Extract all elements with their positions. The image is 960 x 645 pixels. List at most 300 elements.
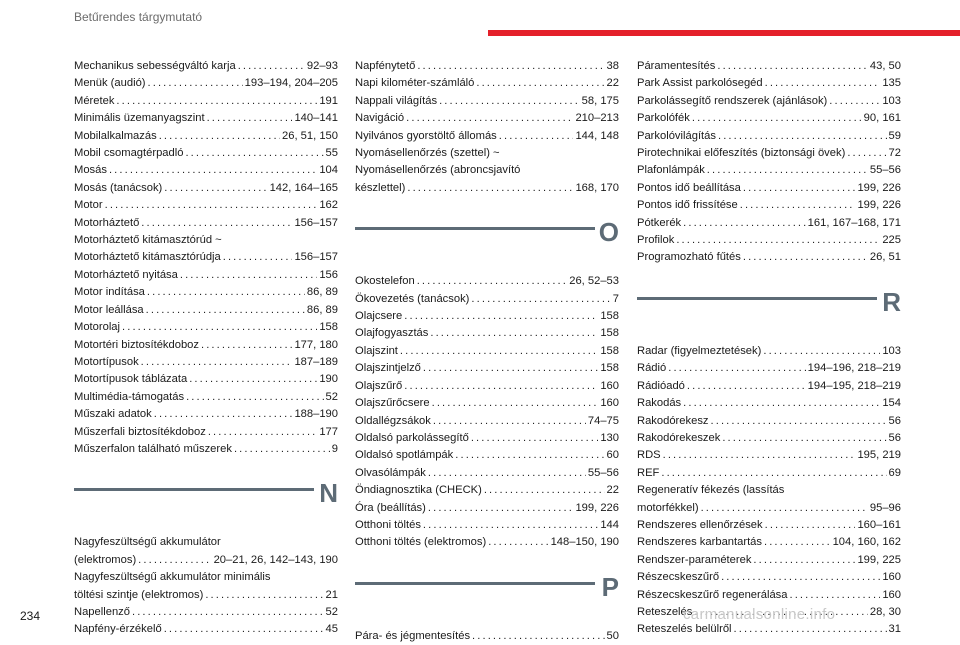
entry-leader-dots (180, 267, 317, 284)
index-entry (637, 162, 901, 179)
entry-term: töltési szintje (elektromos) (74, 588, 204, 601)
entry-leader-dots (164, 180, 267, 197)
index-entry (637, 215, 901, 232)
entry-pages: 130 (600, 431, 619, 444)
entry-term: Rendszer-paraméterek (637, 553, 752, 566)
index-entry (355, 360, 619, 377)
entry-leader-dots (141, 354, 293, 371)
index-entry (355, 75, 619, 92)
entry-term: Plafonlámpák (637, 164, 705, 177)
entry-term: Minimális üzemanyagszint (74, 112, 205, 125)
entry-pages: 55 (325, 147, 338, 160)
entry-leader-dots (433, 413, 586, 430)
entry-pages: 58, 175 (581, 94, 619, 107)
entry-term: RDS (637, 449, 661, 462)
entry-pages: 158 (600, 310, 619, 323)
entry-leader-dots (201, 337, 292, 354)
entry-pages: 199, 225 (857, 553, 901, 566)
entry-pages: 95–96 (869, 501, 901, 514)
index-entry (74, 406, 338, 423)
index-entry (637, 197, 901, 214)
index-entry (637, 378, 901, 395)
entry-pages: 72 (888, 147, 901, 160)
index-entry (355, 500, 619, 517)
entry-last-line (637, 500, 901, 517)
index-entry (355, 93, 619, 110)
entry-leader-dots (407, 180, 573, 197)
index-entry (355, 465, 619, 482)
index-entry (637, 534, 901, 551)
index-entry (637, 110, 901, 127)
index-entry (355, 343, 619, 360)
entry-pages: 26, 51 (869, 251, 901, 264)
entry-pages: 156–157 (294, 251, 338, 264)
entry-term: Oldallégzsákok (355, 414, 431, 427)
entry-pages: 160–161 (857, 518, 901, 531)
entry-leader-dots (417, 273, 568, 290)
entry-term: Mechanikus sebességváltó karja (74, 60, 236, 72)
entry-pages: 140–141 (294, 112, 338, 125)
entry-term: REF (637, 466, 660, 479)
entry-term: Radar (figyelmeztetések) (637, 344, 762, 357)
entry-term: Rakodás (637, 397, 682, 410)
entry-text-line: Regeneratív fékezés (lassítás (637, 484, 785, 497)
entry-term: Motor (74, 199, 103, 212)
entry-text-line: Nagyfeszültségű akkumulátor (74, 536, 221, 549)
entry-term: Műszaki adatok (74, 408, 152, 421)
entry-pages: 50 (606, 629, 619, 642)
index-entry (637, 249, 901, 266)
entry-term: Motor leállása (74, 303, 144, 316)
entry-term: Mosás (74, 164, 107, 177)
entry-leader-dots (154, 406, 293, 423)
entry-leader-dots (432, 395, 599, 412)
entry-leader-dots (417, 58, 604, 75)
entry-term: Rakodórekeszek (637, 431, 721, 444)
entry-term: Motortípusok (74, 355, 139, 368)
entry-leader-dots (499, 128, 574, 145)
index-entry (74, 441, 338, 458)
entry-pages: 168, 170 (575, 181, 619, 194)
index-entry (355, 447, 619, 464)
page-number: 234 (20, 609, 41, 623)
entry-pages: 103 (882, 94, 901, 107)
entry-leader-dots (722, 430, 886, 447)
entry-leader-dots (404, 308, 598, 325)
entry-term: Navigáció (355, 112, 405, 125)
entry-leader-dots (400, 343, 598, 360)
entry-pages: 52 (325, 390, 338, 403)
entry-leader-dots (404, 378, 598, 395)
entry-pages: 22 (606, 77, 619, 90)
entry-term: Reteszelés (637, 605, 693, 618)
entry-term: Pirotechnikai előfeszítés (biztonsági övek) (637, 147, 846, 160)
index-entry (355, 430, 619, 447)
index-entry (74, 284, 338, 301)
entry-pages: 162 (319, 199, 338, 212)
entry-term: Napfénytető (355, 60, 416, 72)
header-accent-bar (488, 30, 960, 36)
index-entry (74, 110, 338, 127)
entry-pages: 161, 167–168, 171 (807, 216, 901, 229)
entry-pages: 104, 160, 162 (832, 536, 901, 549)
section-divider-r (637, 286, 901, 333)
index-entry (74, 424, 338, 441)
entry-leader-dots (829, 93, 880, 110)
entry-pages: 28, 30 (869, 605, 901, 618)
entry-pages: 154 (882, 397, 901, 410)
entry-term: Motorháztető nyitása (74, 268, 178, 281)
entry-leader-dots (238, 58, 305, 75)
index-entry (355, 291, 619, 308)
entry-term: Részecskeszűrő regenerálása (637, 588, 788, 601)
index-entry (637, 465, 901, 482)
entry-term: Méretek (74, 94, 115, 107)
index-entry (74, 354, 338, 371)
entry-pages: 160 (600, 397, 619, 410)
entry-term: Mobil csomagtérpadló (74, 147, 184, 160)
index-entry (355, 273, 619, 290)
entry-term: Napfény-érzékelő (74, 623, 162, 636)
entry-pages: 135 (882, 77, 901, 90)
index-entry (74, 180, 338, 197)
entry-pages: 194–196, 218–219 (807, 362, 901, 375)
entry-term: Okostelefon (355, 275, 415, 288)
entry-pages: 86, 89 (306, 286, 338, 299)
entry-term: Mosás (tanácsok) (74, 181, 163, 194)
entry-pages: 22 (606, 484, 619, 497)
entry-term: Pára- és jégmentesítés (355, 629, 471, 642)
index-entry (637, 145, 901, 162)
entry-pages: 26, 52–53 (569, 275, 619, 288)
index-entry (355, 517, 619, 534)
entry-leader-dots (186, 389, 323, 406)
entry-pages: 190 (319, 373, 338, 386)
entry-leader-dots (105, 197, 318, 214)
entry-pages: 148–150, 190 (550, 536, 619, 549)
entry-leader-dots (765, 75, 881, 92)
entry-pages: 193–194, 204–205 (244, 77, 338, 90)
index-entry (637, 395, 901, 412)
index-entry (637, 482, 901, 517)
entry-term: Menük (audió) (74, 77, 146, 90)
index-entry (637, 517, 901, 534)
entry-term: Programozható fűtés (637, 251, 741, 264)
index-entry (74, 75, 338, 92)
entry-leader-dots (764, 534, 831, 551)
index-entry (637, 569, 901, 586)
entry-pages: 142, 164–165 (269, 181, 338, 194)
entry-pages: 69 (888, 466, 901, 479)
entry-term: Rádióadó (637, 379, 685, 392)
entry-term: Oldalsó spotlámpák (355, 449, 454, 462)
entry-text-line: Nyomásellenőrzés (szettel) ~ (355, 147, 500, 160)
entry-pages: 177 (319, 425, 338, 438)
index-entry (637, 75, 901, 92)
entry-term: Motorolaj (74, 321, 121, 334)
section-letter-p: P (601, 571, 619, 602)
entry-leader-dots (205, 587, 323, 604)
entry-leader-dots (743, 249, 868, 266)
entry-pages: 188–190 (294, 408, 338, 421)
index-entry (355, 308, 619, 325)
entry-pages: 144, 148 (575, 129, 619, 142)
header-title: Betűrendes tárgymutató (74, 10, 203, 24)
entry-leader-dots (484, 482, 605, 499)
entry-term: Napellenző (74, 605, 130, 618)
entry-text-line: Nagyfeszültségű akkumulátor minimális (74, 571, 271, 584)
entry-pages: 45 (325, 623, 338, 636)
index-entry (74, 128, 338, 145)
index-entry (355, 110, 619, 127)
entry-pages: 60 (606, 449, 619, 462)
entry-term: Olajcsere (355, 310, 403, 323)
entry-pages: 9 (331, 442, 338, 455)
entry-term: Motorháztető kitámasztórúdja (74, 251, 221, 264)
entry-leader-dots (707, 162, 868, 179)
entry-term: Nappali világítás (355, 94, 438, 107)
entry-leader-dots (406, 110, 573, 127)
index-entry (637, 621, 901, 638)
entry-pages: 210–213 (575, 112, 619, 125)
entry-term: Rendszeres karbantartás (637, 536, 762, 549)
entry-leader-dots (676, 232, 880, 249)
entry-term: Rakodórekesz (637, 414, 709, 427)
entry-term: Rendszeres ellenőrzések (637, 518, 763, 531)
entry-leader-dots (189, 371, 317, 388)
entry-leader-dots (122, 319, 317, 336)
index-entry (74, 58, 338, 75)
entry-pages: 55–56 (587, 466, 619, 479)
entry-pages: 158 (600, 362, 619, 375)
entry-leader-dots (148, 75, 243, 92)
index-entry (74, 337, 338, 354)
entry-term: Napi kilométer-számláló (355, 77, 475, 90)
index-entry (355, 128, 619, 145)
section-letter-o: O (598, 217, 619, 248)
entry-leader-dots (663, 447, 856, 464)
entry-leader-dots (164, 621, 324, 638)
index-entry (355, 628, 619, 645)
entry-pages: 56 (888, 431, 901, 444)
index-entry (637, 180, 901, 197)
entry-term: Pontos idő beállítása (637, 181, 741, 194)
entry-pages: 26, 51, 150 (282, 129, 338, 142)
section-divider-p (355, 571, 619, 618)
index-entry (355, 395, 619, 412)
entry-term: Olajszintjelző (355, 362, 421, 375)
entry-term: Profilok (637, 234, 675, 247)
index-entry (74, 534, 338, 569)
entry-pages: 160 (882, 588, 901, 601)
index-entry (74, 389, 338, 406)
entry-pages: 38 (606, 60, 619, 72)
entry-leader-dots (147, 284, 305, 301)
entry-term: Reteszelés belülről (637, 623, 732, 636)
entry-pages: 199, 226 (857, 181, 901, 194)
entry-term: Otthoni töltés (355, 518, 421, 531)
entry-pages: 21 (325, 588, 338, 601)
index-entry (74, 371, 338, 388)
index-entry (74, 232, 338, 267)
entry-pages: 191 (319, 94, 338, 107)
index-entry (74, 162, 338, 179)
index-entry (74, 621, 338, 638)
entry-leader-dots (471, 430, 599, 447)
entry-pages: 52 (325, 605, 338, 618)
entry-pages: 158 (319, 321, 338, 334)
entry-term: (elektromos) (74, 553, 137, 566)
entry-pages: 20–21, 26, 142–143, 190 (213, 553, 338, 566)
entry-leader-dots (488, 534, 548, 551)
entry-term: Pontos idő frissítése (637, 199, 738, 212)
entry-pages: 59 (888, 129, 901, 142)
entry-pages: 104 (319, 164, 338, 177)
entry-leader-dots (141, 215, 292, 232)
entry-last-line (74, 587, 338, 604)
entry-last-line (74, 552, 338, 569)
index-entry (74, 604, 338, 621)
entry-leader-dots (661, 465, 886, 482)
entry-leader-dots (428, 500, 574, 517)
index-column-1 (74, 58, 338, 639)
index-entry (637, 413, 901, 430)
entry-pages: 55–56 (869, 164, 901, 177)
entry-leader-dots (668, 360, 805, 377)
entry-leader-dots (439, 93, 580, 110)
entry-pages: 195, 219 (857, 449, 901, 462)
entry-term: Páramentesítés (637, 60, 716, 72)
index-entry (355, 413, 619, 430)
entry-leader-dots (734, 621, 887, 638)
entry-pages: 86, 89 (306, 303, 338, 316)
index-entry (355, 325, 619, 342)
index-entry (355, 378, 619, 395)
entry-leader-dots (683, 395, 880, 412)
entry-pages: 144 (600, 518, 619, 531)
entry-leader-dots (476, 75, 604, 92)
entry-term: Részecskeszűrő (637, 571, 720, 584)
section-letter-n: N (319, 478, 338, 509)
entry-pages: 199, 226 (575, 501, 619, 514)
entry-leader-dots (718, 128, 887, 145)
entry-last-line (74, 249, 338, 266)
index-entry (637, 360, 901, 377)
entry-pages: 103 (882, 344, 901, 357)
entry-pages: 43, 50 (869, 60, 901, 72)
entry-term: Olajszűrő (355, 379, 403, 392)
index-entry (355, 58, 619, 75)
entry-term: Pótkerék (637, 216, 682, 229)
index-entry (355, 145, 619, 197)
entry-leader-dots (234, 441, 330, 458)
index-entry (74, 302, 338, 319)
entry-term: Park Assist parkolósegéd (637, 77, 763, 90)
index-entry (74, 319, 338, 336)
index-entry (74, 267, 338, 284)
entry-leader-dots (701, 500, 868, 517)
entry-term: Olvasólámpák (355, 466, 426, 479)
entry-leader-dots (683, 215, 806, 232)
entry-leader-dots (207, 110, 293, 127)
index-entry (74, 215, 338, 232)
section-divider-o (355, 219, 619, 263)
entry-pages: 177, 180 (294, 338, 338, 351)
entry-term: Parkolófék (637, 112, 690, 125)
entry-term: Ökovezetés (tanácsok) (355, 292, 470, 305)
entry-leader-dots (765, 517, 856, 534)
index-column-2 (355, 58, 619, 645)
entry-term: készlettel) (355, 181, 406, 194)
entry-leader-dots (146, 302, 305, 319)
index-entry (637, 430, 901, 447)
entry-leader-dots (423, 517, 598, 534)
entry-leader-dots (223, 249, 293, 266)
index-entry (355, 482, 619, 499)
entry-text-line: Motorháztető kitámasztórúd ~ (74, 234, 222, 247)
entry-term: Parkolássegítő rendszerek (ajánlások) (637, 94, 828, 107)
entry-term: Olajfogyasztás (355, 327, 429, 340)
entry-pages: 194–195, 218–219 (807, 379, 901, 392)
entry-term: Öndiagnosztika (CHECK) (355, 484, 482, 497)
entry-term: Mobilalkalmazás (74, 129, 157, 142)
index-entry (74, 569, 338, 604)
entry-leader-dots (721, 569, 880, 586)
entry-pages: 74–75 (587, 414, 619, 427)
entry-leader-dots (711, 413, 887, 430)
entry-leader-dots (430, 325, 598, 342)
entry-leader-dots (740, 197, 856, 214)
entry-term: Olajszűrőcsere (355, 397, 430, 410)
entry-pages: 7 (612, 292, 619, 305)
entry-leader-dots (116, 93, 317, 110)
index-entry (355, 534, 619, 551)
entry-text-line: Nyomásellenőrzés (abroncsjavító (355, 164, 521, 177)
entry-term: Műszerfali biztosítékdoboz (74, 425, 206, 438)
index-entry (637, 343, 901, 360)
entry-term: Óra (beállítás) (355, 501, 426, 514)
entry-term: Multimédia-támogatás (74, 390, 185, 403)
entry-term: Motortípusok táblázata (74, 373, 188, 386)
entry-pages: 187–189 (294, 355, 338, 368)
entry-last-line (355, 180, 619, 197)
entry-term: Motortéri biztosítékdoboz (74, 338, 199, 351)
entry-pages: 225 (882, 234, 901, 247)
index-entry (637, 128, 901, 145)
entry-leader-dots (717, 58, 868, 75)
index-entry (637, 587, 901, 604)
entry-leader-dots (138, 552, 211, 569)
entry-pages: 56 (888, 414, 901, 427)
entry-term: Motor indítása (74, 286, 145, 299)
entry-leader-dots (423, 360, 598, 377)
section-letter-r: R (882, 286, 901, 317)
index-entry (637, 232, 901, 249)
entry-pages: 156–157 (294, 216, 338, 229)
entry-term: motorfékkel) (637, 501, 699, 514)
footer-watermark: carmanualsonline.info (683, 606, 836, 623)
entry-pages: 92–93 (306, 60, 338, 72)
entry-leader-dots (428, 465, 586, 482)
index-entry (637, 58, 901, 75)
entry-leader-dots (847, 145, 886, 162)
entry-pages: 158 (600, 327, 619, 340)
entry-leader-dots (185, 145, 323, 162)
index-entry (637, 447, 901, 464)
entry-pages: 158 (600, 344, 619, 357)
entry-leader-dots (132, 604, 324, 621)
entry-term: Parkolóvilágítás (637, 129, 716, 142)
